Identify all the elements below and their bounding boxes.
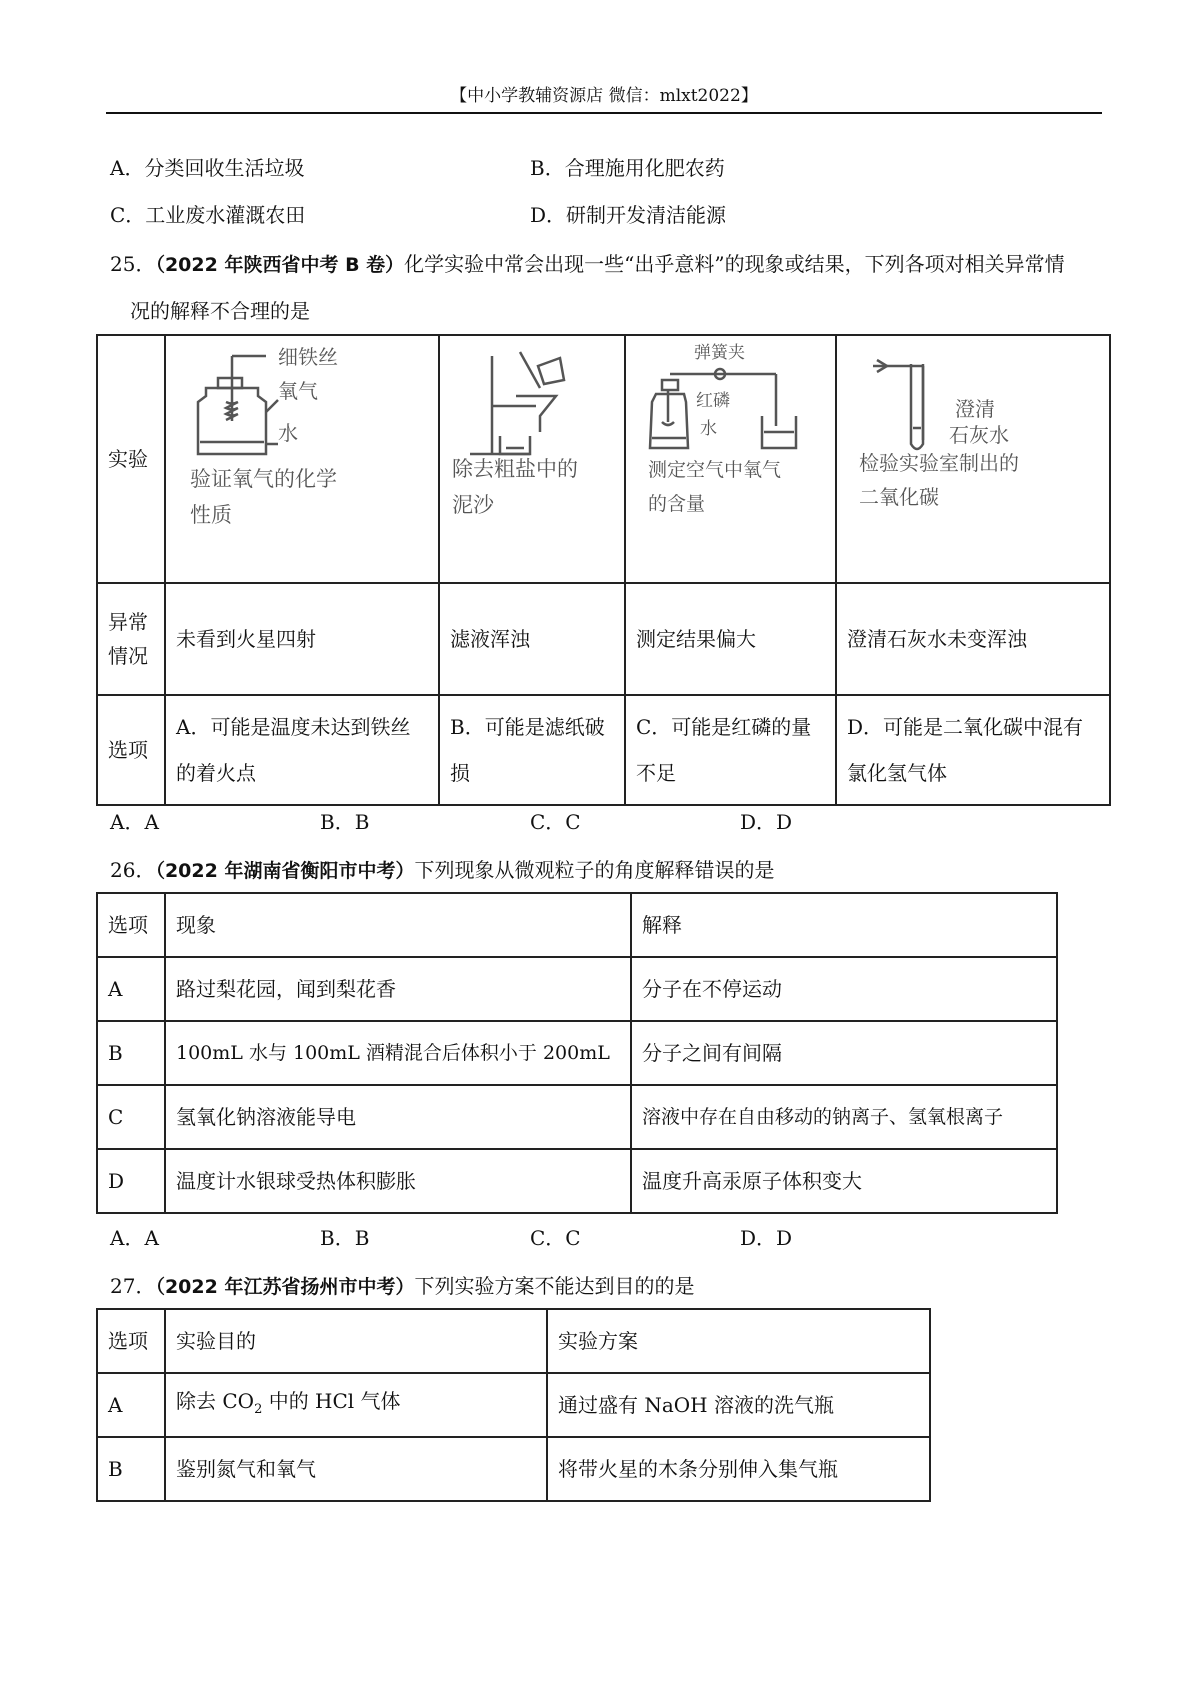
row-label-anomaly: [97, 583, 165, 695]
q25-answer-c: C．C: [530, 810, 581, 834]
diagram-label: 氧气: [278, 379, 318, 403]
option-cell: [625, 695, 836, 805]
diagram-label: 石灰水: [949, 423, 1009, 447]
diagram-caption: 的含量: [648, 493, 706, 515]
experiment-image-cell: [439, 335, 625, 583]
q25-answer-d: D．D: [740, 810, 793, 834]
q26-answer-b: B．B: [320, 1226, 370, 1250]
option-cell: [439, 695, 625, 805]
q24-option-d: D．研制开发清洁能源: [530, 203, 727, 227]
table-row: [97, 583, 1110, 695]
option-cell: A: [97, 1373, 165, 1437]
option-cell: D: [97, 1149, 165, 1213]
phenomenon-cell: 温度计水银球受热体积膨胀: [165, 1149, 631, 1213]
explanation-cell: 溶液中存在自由移动的钠离子、氢氧根离子: [631, 1085, 1057, 1149]
anomaly-cell: 未看到火星四射: [165, 583, 439, 695]
option-line: 的着火点: [176, 761, 256, 785]
question-source: （2022 年湖南省衡阳市中考）: [155, 860, 415, 882]
header-rule: [106, 112, 1102, 114]
diagram-label: 弹簧夹: [694, 343, 745, 363]
q25-answer-a: A．A: [110, 810, 159, 834]
header-cell: 实验方案: [547, 1309, 930, 1373]
plan-cell: 通过盛有 NaOH 溶液的洗气瓶: [547, 1373, 930, 1437]
explanation-cell: 分子在不停运动: [631, 957, 1057, 1021]
diagram-caption: 性质: [190, 503, 232, 527]
label-line: 异常: [108, 610, 148, 634]
co2-test-diagram: [837, 336, 1109, 572]
q24-option-c: C．工业废水灌溉农田: [110, 203, 306, 227]
option-line: 氯化氢气体: [847, 761, 947, 785]
diagram-label: 水: [278, 421, 298, 445]
question-stem: 化学实验中常会出现一些“出乎意料”的现象或结果，下列各项对相关异常情: [404, 252, 1065, 276]
table-row: [97, 1149, 1057, 1213]
q25-table: [96, 334, 1111, 806]
option-cell: B: [97, 1021, 165, 1085]
q27-table: [96, 1308, 931, 1502]
table-row: [97, 1309, 930, 1373]
row-label-experiment: 实验: [97, 335, 165, 583]
option-line: 不足: [636, 761, 676, 785]
q26-answer-d: D．D: [740, 1226, 793, 1250]
q25-stem-line2: 况的解释不合理的是: [130, 299, 310, 323]
question-number: 25．: [110, 252, 156, 276]
diagram-label: 红磷: [696, 391, 730, 411]
option-line: A．可能是温度未达到铁丝: [176, 715, 411, 739]
option-cell: [836, 695, 1110, 805]
purpose-cell: [165, 1373, 547, 1437]
option-line: C．可能是红磷的量: [636, 715, 812, 739]
q26-answer-c: C．C: [530, 1226, 581, 1250]
question-source: （2022 年江苏省扬州市中考）: [155, 1276, 415, 1298]
diagram-label: 细铁丝: [278, 345, 338, 369]
question-stem: 下列现象从微观粒子的角度解释错误的是: [414, 858, 775, 882]
diagram-caption: 泥沙: [452, 493, 494, 517]
filtration-diagram: [440, 336, 624, 572]
table-row: [97, 695, 1110, 805]
table-row: [97, 1085, 1057, 1149]
table-row: [97, 335, 1110, 583]
diagram-label: 水: [700, 419, 717, 439]
experiment-image-cell: [836, 335, 1110, 583]
option-cell: A: [97, 957, 165, 1021]
table-row: [97, 1373, 930, 1437]
purpose-cell: 鉴别氮气和氧气: [165, 1437, 547, 1501]
anomaly-cell: 测定结果偏大: [625, 583, 836, 695]
q24-option-b: B．合理施用化肥农药: [530, 156, 725, 180]
q26-stem: [110, 856, 774, 885]
q24-option-a: A．分类回收生活垃圾: [110, 156, 305, 180]
question-source: （2022 年陕西省中考 B 卷）: [155, 254, 405, 276]
explanation-cell: 分子之间有间隔: [631, 1021, 1057, 1085]
anomaly-cell: 澄清石灰水未变浑浊: [836, 583, 1110, 695]
option-line: B．可能是滤纸破: [450, 715, 605, 739]
diagram-label: 澄清: [955, 397, 995, 421]
header-cell: 选项: [97, 1309, 165, 1373]
diagram-caption: 验证氧气的化学: [190, 467, 337, 491]
option-cell: [165, 695, 439, 805]
table-row: [97, 1021, 1057, 1085]
phenomenon-cell: 路过梨花园，闻到梨花香: [165, 957, 631, 1021]
iron-wire-oxygen-diagram: [166, 336, 438, 572]
diagram-caption: 测定空气中氧气: [648, 459, 782, 481]
row-label-option: 选项: [97, 695, 165, 805]
q25-answer-b: B．B: [320, 810, 370, 834]
option-line: 损: [450, 761, 470, 785]
header-cell: 实验目的: [165, 1309, 547, 1373]
question-number: 26．: [110, 858, 156, 882]
purpose-text: 除去 CO: [176, 1388, 255, 1413]
diagram-caption: 检验实验室制出的: [859, 451, 1019, 475]
label-line: 情况: [108, 644, 148, 668]
purpose-text: 中的 HCl 气体: [262, 1388, 401, 1413]
phenomenon-cell: 100mL 水与 100mL 酒精混合后体积小于 200mL: [165, 1021, 631, 1085]
header-cell: 解释: [631, 893, 1057, 957]
experiment-image-cell: [625, 335, 836, 583]
table-row: [97, 1437, 930, 1501]
plan-cell: 将带火星的木条分别伸入集气瓶: [547, 1437, 930, 1501]
diagram-caption: 除去粗盐中的: [452, 457, 578, 481]
question-number: 27．: [110, 1274, 156, 1298]
subscript: 2: [254, 1401, 263, 1417]
header-cell: 现象: [165, 893, 631, 957]
q26-table: [96, 892, 1058, 1214]
option-cell: C: [97, 1085, 165, 1149]
explanation-cell: 温度升高汞原子体积变大: [631, 1149, 1057, 1213]
page-header: 【中小学教辅资源店 微信：mlxt2022】: [450, 86, 758, 106]
q27-stem: [110, 1272, 694, 1301]
diagram-caption: 二氧化碳: [859, 485, 939, 509]
option-cell: B: [97, 1437, 165, 1501]
anomaly-cell: 滤液浑浊: [439, 583, 625, 695]
q25-stem-line1: [110, 250, 1065, 279]
option-line: D．可能是二氧化碳中混有: [847, 715, 1084, 739]
q26-answer-a: A．A: [110, 1226, 159, 1250]
experiment-image-cell: [165, 335, 439, 583]
question-stem: 下列实验方案不能达到目的的是: [414, 1274, 695, 1298]
header-cell: 选项: [97, 893, 165, 957]
phenomenon-cell: 氢氧化钠溶液能导电: [165, 1085, 631, 1149]
table-row: [97, 957, 1057, 1021]
oxygen-content-diagram: [626, 336, 835, 572]
table-row: [97, 893, 1057, 957]
